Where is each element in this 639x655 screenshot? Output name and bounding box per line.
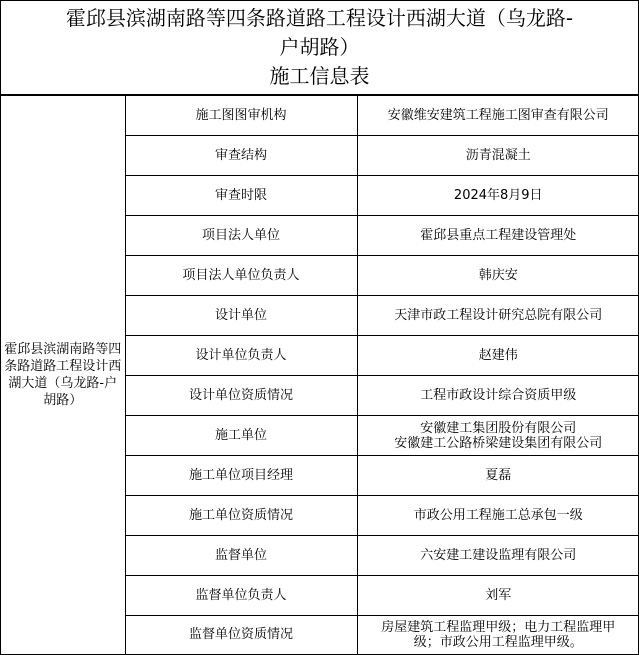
row-value (357, 576, 639, 616)
row-value (357, 216, 639, 256)
row-label: 施工图图审机构 (125, 96, 357, 136)
row-label: 施工单位资质情况 (125, 496, 357, 536)
row-label: 设计单位负责人 (125, 336, 357, 376)
row-value-line: 刘军 (485, 588, 512, 603)
row-value (357, 376, 639, 416)
row-value-line: 安徽建工集团股份有限公司 (420, 420, 577, 436)
row-value (357, 296, 639, 336)
project-name-cell: 霍邱县滨湖南路等四条路道路工程设计西湖大道（乌龙路-户胡路） (1, 96, 125, 654)
row-value-line: 级；市政公用工程监理甲级。 (413, 634, 583, 650)
row-value-line: 2024年8月9日 (453, 188, 543, 203)
row-value-line: 霍邱县重点工程建设管理处 (420, 228, 577, 243)
row-value (357, 456, 639, 496)
row-value-line: 安徽建工公路桥梁建设集团有限公司 (394, 435, 603, 451)
row-label: 施工单位项目经理 (125, 456, 357, 496)
title-line-2: 户胡路） (279, 35, 360, 59)
row-label: 项目法人单位负责人 (125, 256, 357, 296)
row-value (357, 336, 639, 376)
row-label: 监督单位资质情况 (125, 616, 357, 654)
row-value (357, 616, 639, 654)
row-value-line: 房屋建筑工程监理甲级；电力工程监理甲 (381, 619, 616, 635)
row-value (357, 176, 639, 216)
row-value-line: 沥青混凝土 (465, 148, 531, 163)
row-value-line: 夏磊 (485, 468, 512, 483)
title-line-1: 霍邱县滨湖南路等四条路道路工程设计西湖大道（乌龙路- (65, 6, 574, 30)
row-value-line: 六安建工建设监理有限公司 (420, 548, 577, 563)
row-value (357, 136, 639, 176)
row-value-line: 天津市政工程设计研究总院有限公司 (394, 308, 603, 323)
row-value (357, 496, 639, 536)
title-line-3: 施工信息表 (269, 64, 370, 88)
row-label: 设计单位 (125, 296, 357, 336)
info-table (1, 95, 639, 654)
row-label: 监督单位负责人 (125, 576, 357, 616)
row-value (357, 536, 639, 576)
row-label: 设计单位资质情况 (125, 376, 357, 416)
row-label: 项目法人单位 (125, 216, 357, 256)
row-value (357, 416, 639, 456)
row-label: 审查时限 (125, 176, 357, 216)
row-value (357, 96, 639, 136)
row-label: 监督单位 (125, 536, 357, 576)
row-value-line: 工程市政设计综合资质甲级 (420, 388, 577, 403)
row-label: 施工单位 (125, 416, 357, 456)
row-value (357, 256, 639, 296)
row-value-line: 韩庆安 (478, 268, 518, 283)
table-row (1, 96, 639, 136)
row-value-line: 市政公用工程施工总承包一级 (413, 508, 583, 523)
row-label: 审查结构 (125, 136, 357, 176)
row-value-line: 安徽维安建筑工程施工图审查有限公司 (387, 108, 609, 123)
sheet-title (1, 1, 638, 95)
row-value-line: 赵建伟 (478, 348, 518, 363)
